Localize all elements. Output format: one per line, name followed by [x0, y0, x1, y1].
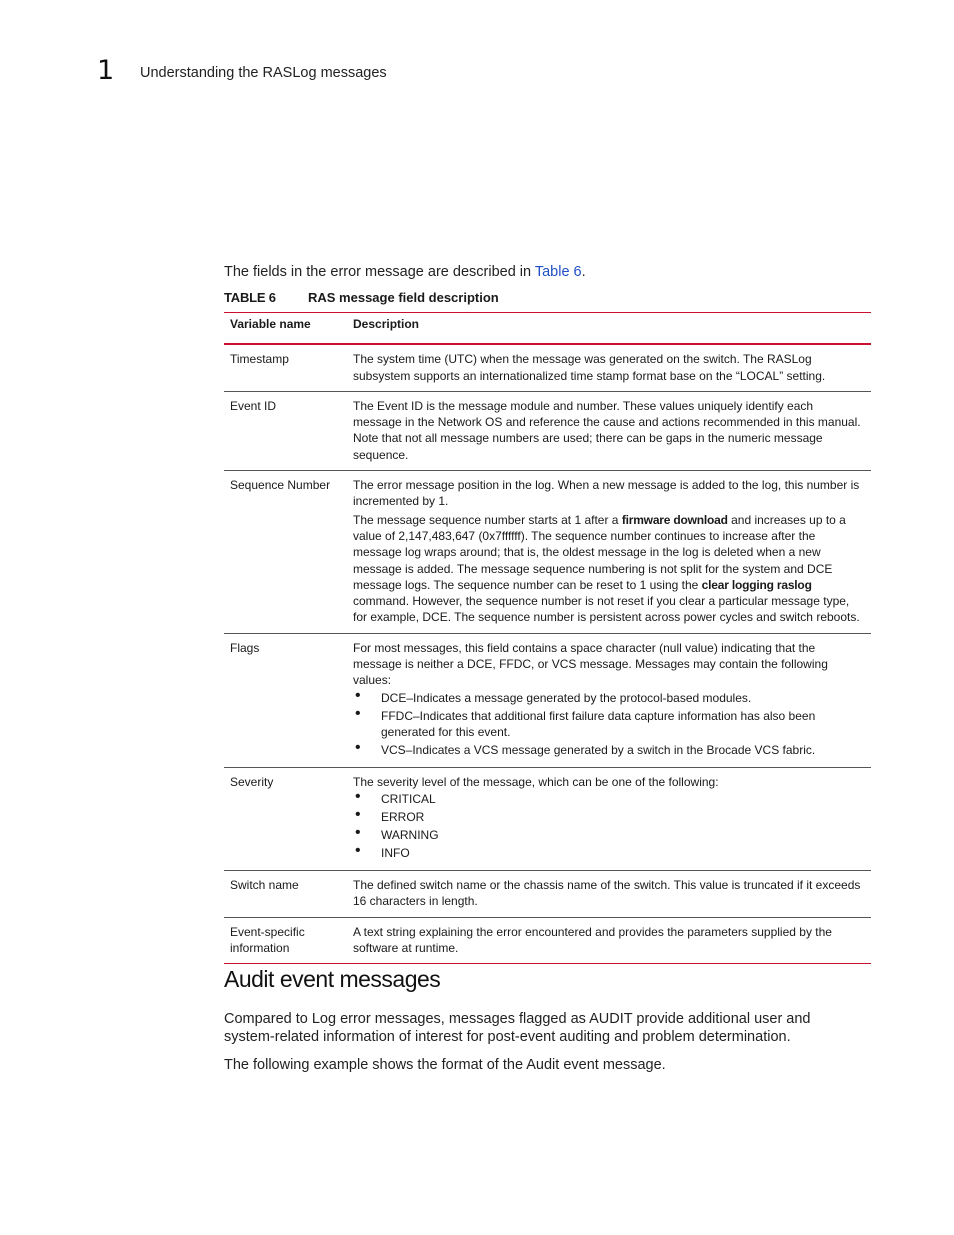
table-header-row [224, 313, 871, 345]
chapter-number: 1 [97, 55, 115, 86]
severity-bullet-list [353, 791, 865, 861]
row-name: Event-specific information [224, 917, 347, 964]
table-caption [224, 290, 499, 305]
column-header-variable-name: Variable name [224, 313, 347, 345]
list-item: • ERROR [353, 809, 865, 825]
row-description: The system time (UTC) when the message was generated on the switch. The RASLog subsystem supports an internationalized time stamp format base on the “LOCAL” setting. [347, 344, 871, 391]
section-heading-audit-event-messages: Audit event messages [224, 966, 441, 992]
table-label: TABLE 6 [224, 290, 276, 305]
row-name: Sequence Number [224, 471, 347, 634]
table-row-event-id [224, 391, 871, 470]
intro-paragraph [224, 264, 586, 280]
row-name: Flags [224, 633, 347, 767]
list-item: • WARNING [353, 827, 865, 843]
row-description [347, 633, 871, 767]
row-description [347, 767, 871, 870]
ras-message-field-table [224, 312, 871, 964]
flags-desc: For most messages, this field contains a space character (null value) indicating that the message is neither a DCE, FFDC, or VCS message. Messages may contain the following values: [353, 640, 828, 688]
audit-paragraph-1: Compared to Log error messages, messages flagged as AUDIT provide additional user and system-related information of interest for post-event auditing and problem determination. [224, 1011, 811, 1045]
sequence-desc-para1: The error message position in the log. When a new message is added to the log, this number is incremented by 1. [353, 478, 860, 509]
flags-bullet-list [353, 690, 865, 759]
severity-desc: The severity level of the message, which can be one of the following: [353, 774, 719, 789]
sequence-desc-para2 [353, 512, 865, 626]
row-description [347, 471, 871, 634]
row-name: Switch name [224, 871, 347, 918]
table-6-link[interactable]: Table 6 [534, 264, 582, 280]
row-name: Timestamp [224, 344, 347, 391]
intro-period: . [581, 264, 586, 280]
command-clear-logging-raslog: clear logging raslog [701, 577, 812, 592]
sequence-desc-text-a: The message sequence number starts at 1 after a [353, 512, 622, 527]
audit-paragraph-2: The following example shows the format of the Audit event message. [224, 1057, 666, 1073]
table-row-severity [224, 767, 871, 870]
table-row-sequence-number [224, 471, 871, 634]
table-row-switch-name [224, 871, 871, 918]
table-row-timestamp [224, 344, 871, 391]
command-firmware-download: firmware download [621, 512, 728, 527]
list-item: • VCS–Indicates a VCS message generated by a switch in the Brocade VCS fabric. [353, 742, 865, 758]
table-title: RAS message field description [308, 290, 499, 305]
table-row-flags [224, 633, 871, 767]
list-item: • INFO [353, 845, 865, 861]
sequence-desc-text-b: and increases up to a value of 2,147,483,647 (0x7ffffff). The sequence number continues to increase after the message log wraps around; that is, the oldest message in the log is deleted when a new message is added. The message sequence numbering is not split for the system and DCE message logs. The sequence number can be reset to 1 using the [353, 512, 846, 592]
row-description: The defined switch name or the chassis name of the switch. This value is truncated if it exceeds 16 characters in length. [347, 871, 871, 918]
list-item: • FFDC–Indicates that additional first failure data capture information has also been generated for this event. [353, 708, 865, 741]
sequence-desc-text-c: command. However, the sequence number is not reset if you clear a particular message type, for example, DCE. The sequence number is persistent across power cycles and switch reboots. [353, 594, 860, 625]
row-description: The Event ID is the message module and number. These values uniquely identify each message in the Network OS and reference the cause and actions recommended in this manual. Note that not all message numbers are used; there can be gaps in the numeric message sequence. [347, 391, 871, 470]
running-header-title: Understanding the RASLog messages [140, 65, 387, 81]
row-description: A text string explaining the error encountered and provides the parameters supplied by the software at runtime. [347, 917, 871, 964]
column-header-description: Description [347, 313, 871, 345]
row-name: Event ID [224, 391, 347, 470]
table-row-event-specific-information [224, 917, 871, 964]
list-item: • DCE–Indicates a message generated by the protocol-based modules. [353, 690, 865, 706]
list-item: • CRITICAL [353, 791, 865, 807]
row-name: Severity [224, 767, 347, 870]
intro-text: The fields in the error message are described in [224, 264, 535, 280]
